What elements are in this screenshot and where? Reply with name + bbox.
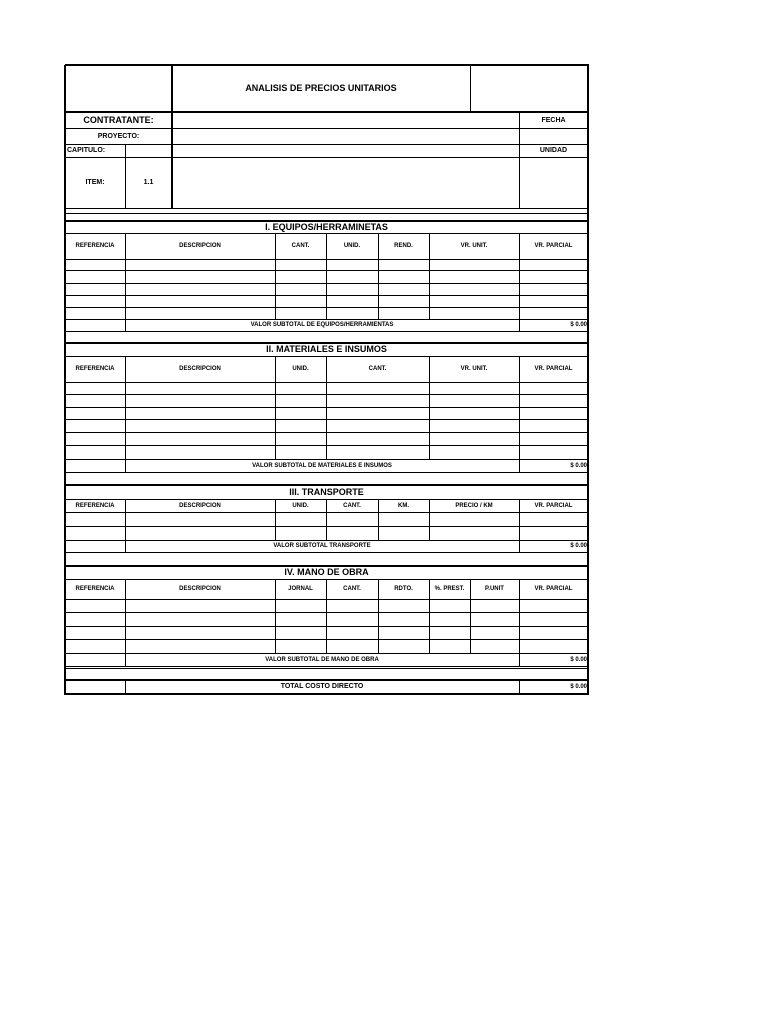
grid-line — [65, 331, 589, 332]
equipos-subtotal-label: VALOR SUBTOTAL DE EQUIPOS/HERRAMIENTAS — [250, 322, 394, 328]
materiales-cell-input[interactable] — [520, 446, 588, 459]
equipos-cell-input[interactable] — [327, 296, 378, 307]
equipos-cell-input[interactable] — [66, 308, 125, 319]
materiales-cell-input[interactable] — [276, 446, 326, 459]
mano_obra-cell-input[interactable] — [327, 600, 378, 612]
equipos-cell-input[interactable] — [276, 284, 326, 295]
transporte-cell-input[interactable] — [66, 513, 125, 526]
materiales-cell-input[interactable] — [276, 433, 326, 445]
materiales-col-header: CANT. — [368, 366, 387, 372]
equipos-cell-input[interactable] — [379, 284, 429, 295]
materiales-cell-input[interactable] — [430, 408, 519, 419]
materiales-cell-input[interactable] — [126, 420, 275, 432]
materiales-cell-input[interactable] — [430, 433, 519, 445]
materiales-cell-input[interactable] — [66, 395, 125, 407]
materiales-cell-input[interactable] — [327, 420, 429, 432]
mano_obra-cell-input[interactable] — [430, 600, 470, 612]
equipos-cell-input[interactable] — [379, 271, 429, 283]
equipos-cell-input[interactable] — [126, 271, 275, 283]
transporte-col-header: VR. PARCIAL — [534, 502, 573, 509]
mano_obra-cell-input[interactable] — [66, 627, 125, 639]
equipos-cell-input[interactable] — [520, 308, 588, 319]
transporte-cell-input[interactable] — [276, 513, 326, 526]
transporte-col-header: DESCRIPCION — [179, 502, 221, 509]
mano_obra-col-header: RDTO. — [394, 586, 413, 592]
item-value: 1.1 — [143, 179, 154, 186]
grid-line — [65, 693, 589, 695]
equipos-cell-input[interactable] — [327, 308, 378, 319]
mano_obra-cell-input[interactable] — [126, 627, 275, 639]
materiales-cell-input[interactable] — [276, 383, 326, 394]
materiales-col-header: REFERENCIA — [75, 366, 115, 372]
materiales-col-header: VR. PARCIAL — [534, 366, 573, 372]
capitulo-value-field[interactable] — [126, 145, 172, 157]
materiales-cell-input[interactable] — [520, 383, 588, 394]
equipos-cell-input[interactable] — [276, 308, 326, 319]
materiales-cell-input[interactable] — [276, 420, 326, 432]
proyecto-label: PROYECTO: — [97, 132, 140, 140]
fecha-label: FECHA — [541, 116, 566, 124]
mano_obra-cell-input[interactable] — [471, 627, 519, 639]
materiales-cell-input[interactable] — [327, 383, 429, 394]
materiales-cell-input[interactable] — [327, 433, 429, 445]
mano_obra-cell-input[interactable] — [430, 640, 470, 653]
mano_obra-col-header: P.UNIT — [485, 586, 504, 592]
mano_obra-cell-input[interactable] — [276, 600, 326, 612]
mano_obra-cell-input[interactable] — [379, 627, 429, 639]
equipos-col-header: REND. — [394, 243, 413, 249]
mano_obra-section-title: IV. MANO DE OBRA — [284, 567, 369, 577]
materiales-cell-input[interactable] — [126, 408, 275, 419]
transporte-cell-input[interactable] — [520, 513, 588, 526]
equipos-cell-input[interactable] — [276, 260, 326, 270]
fecha-field[interactable] — [520, 129, 588, 144]
materiales-cell-input[interactable] — [126, 446, 275, 459]
mano_obra-cell-input[interactable] — [379, 600, 429, 612]
equipos-col-header: CANT. — [291, 243, 310, 249]
transporte-col-header: PRECIO / KM — [455, 502, 493, 509]
mano_obra-subtotal-value: $ 0.00 — [570, 656, 587, 663]
price-analysis-sheet — [65, 65, 588, 694]
equipos-cell-input[interactable] — [379, 260, 429, 270]
mano_obra-cell-input[interactable] — [430, 613, 470, 626]
mano_obra-subtotal-label: VALOR SUBTOTAL DE MANO DE OBRA — [265, 656, 379, 663]
equipos-cell-input[interactable] — [126, 296, 275, 307]
materiales-cell-input[interactable] — [126, 433, 275, 445]
transporte-section-title: III. TRANSPORTE — [289, 486, 364, 497]
materiales-cell-input[interactable] — [430, 420, 519, 432]
equipos-cell-input[interactable] — [379, 308, 429, 319]
materiales-section-title: II. MATERIALES E INSUMOS — [266, 344, 387, 354]
total-value: $ 0.00 — [570, 683, 587, 690]
equipos-col-header: VR. UNIT. — [460, 243, 488, 249]
grid-line — [65, 213, 589, 214]
materiales-cell-input[interactable] — [520, 420, 588, 432]
equipos-cell-input[interactable] — [430, 284, 519, 295]
grid-line — [65, 668, 589, 669]
equipos-cell-input[interactable] — [430, 260, 519, 270]
grid-line — [65, 666, 589, 667]
materiales-cell-input[interactable] — [327, 408, 429, 419]
contratante-label: CONTRATANTE: — [83, 114, 154, 125]
materiales-cell-input[interactable] — [66, 383, 125, 394]
capitulo-field[interactable] — [173, 145, 519, 157]
materiales-cell-input[interactable] — [66, 420, 125, 432]
mano_obra-cell-input[interactable] — [520, 613, 588, 626]
materiales-cell-input[interactable] — [430, 446, 519, 459]
materiales-cell-input[interactable] — [66, 408, 125, 419]
equipos-cell-input[interactable] — [520, 284, 588, 295]
equipos-cell-input[interactable] — [126, 260, 275, 270]
unidad-label: UNIDAD — [539, 147, 568, 154]
mano_obra-cell-input[interactable] — [379, 613, 429, 626]
mano_obra-cell-input[interactable] — [276, 640, 326, 653]
materiales-col-header: DESCRIPCION — [179, 366, 221, 372]
equipos-cell-input[interactable] — [379, 296, 429, 307]
equipos-cell-input[interactable] — [327, 271, 378, 283]
mano_obra-cell-input[interactable] — [327, 627, 378, 639]
materiales-cell-input[interactable] — [327, 446, 429, 459]
transporte-cell-input[interactable] — [379, 513, 429, 526]
total-ref-cell[interactable] — [66, 681, 125, 694]
grid-line — [65, 208, 589, 209]
page-title: ANALISIS DE PRECIOS UNITARIOS — [245, 83, 397, 93]
mano_obra-cell-input[interactable] — [276, 627, 326, 639]
mano_obra-col-header: JORNAL — [288, 586, 313, 592]
equipos-cell-input[interactable] — [327, 260, 378, 270]
mano_obra-col-header: DESCRIPCION — [179, 586, 221, 592]
materiales-col-header: VR. UNIT. — [460, 366, 488, 372]
mano_obra-cell-input[interactable] — [66, 613, 125, 626]
materiales-cell-input[interactable] — [430, 383, 519, 394]
equipos-cell-input[interactable] — [276, 296, 326, 307]
transporte-cell-input[interactable] — [276, 527, 326, 540]
mano_obra-cell-input[interactable] — [520, 640, 588, 653]
transporte-cell-input[interactable] — [66, 527, 125, 540]
grid-line — [65, 472, 589, 473]
mano_obra-col-header: REFERENCIA — [75, 586, 115, 592]
item-label: ITEM: — [85, 179, 105, 186]
equipos-cell-input[interactable] — [126, 308, 275, 319]
capitulo-label: CAPITULO: — [67, 147, 106, 154]
materiales-cell-input[interactable] — [327, 395, 429, 407]
mano_obra-cell-input[interactable] — [471, 600, 519, 612]
equipos-col-header: REFERENCIA — [75, 243, 115, 249]
mano_obra-cell-input[interactable] — [327, 613, 378, 626]
transporte-col-header: KM. — [398, 502, 409, 509]
equipos-col-header: UNID. — [343, 243, 361, 249]
mano_obra-cell-input[interactable] — [126, 613, 275, 626]
equipos-col-header: VR. PARCIAL — [534, 243, 573, 249]
transporte-col-header: UNID. — [292, 502, 309, 509]
transporte-col-header: CANT. — [343, 502, 361, 509]
materiales-cell-input[interactable] — [66, 446, 125, 459]
mano_obra-cell-input[interactable] — [379, 640, 429, 653]
total-label: TOTAL COSTO DIRECTO — [280, 683, 364, 690]
equipos-cell-input[interactable] — [327, 284, 378, 295]
transporte-subtotal-value: $ 0.00 — [570, 543, 587, 549]
mano_obra-cell-input[interactable] — [126, 600, 275, 612]
transporte-cell-input[interactable] — [327, 527, 378, 540]
mano_obra-col-header: CANT. — [343, 586, 361, 592]
materiales-cell-input[interactable] — [520, 433, 588, 445]
transporte-subtotal-label: VALOR SUBTOTAL TRANSPORTE — [273, 543, 371, 549]
mano_obra-cell-input[interactable] — [327, 640, 378, 653]
contratante-field[interactable] — [173, 113, 519, 128]
header-right-cell[interactable] — [471, 66, 588, 112]
mano_obra-cell-input[interactable] — [66, 600, 125, 612]
equipos-cell-input[interactable] — [520, 296, 588, 307]
materiales-cell-input[interactable] — [520, 408, 588, 419]
transporte-col-header: REFERENCIA — [75, 502, 115, 509]
header-logo-cell[interactable] — [66, 66, 172, 112]
mano_obra-cell-input[interactable] — [520, 600, 588, 612]
mano_obra-cell-input[interactable] — [276, 613, 326, 626]
materiales-cell-input[interactable] — [66, 433, 125, 445]
mano_obra-col-header: VR. PARCIAL — [534, 586, 573, 592]
mano_obra-cell-input[interactable] — [471, 640, 519, 653]
equipos-cell-input[interactable] — [66, 284, 125, 295]
equipos-cell-input[interactable] — [66, 260, 125, 270]
materiales-subtotal-value: $ 0.00 — [570, 462, 587, 469]
mano_obra-col-header: %. PREST. — [434, 586, 465, 592]
equipos-cell-input[interactable] — [520, 260, 588, 270]
transporte-cell-input[interactable] — [430, 513, 519, 526]
item-description-field[interactable] — [173, 158, 519, 208]
transporte-cell-input[interactable] — [379, 527, 429, 540]
unidad-field[interactable] — [520, 158, 588, 208]
equipos-cell-input[interactable] — [520, 271, 588, 283]
equipos-cell-input[interactable] — [66, 296, 125, 307]
mano_obra-cell-input[interactable] — [471, 613, 519, 626]
materiales-cell-input[interactable] — [520, 395, 588, 407]
transporte-cell-input[interactable] — [327, 513, 378, 526]
mano_obra-cell-input[interactable] — [66, 640, 125, 653]
materiales-subtotal-label: VALOR SUBTOTAL DE MATERIALES E INSUMOS — [252, 462, 392, 469]
transporte-cell-input[interactable] — [126, 527, 275, 540]
equipos-cell-input[interactable] — [276, 271, 326, 283]
equipos-cell-input[interactable] — [430, 296, 519, 307]
grid-line — [65, 552, 589, 553]
materiales-cell-input[interactable] — [276, 408, 326, 419]
equipos-cell-input[interactable] — [66, 271, 125, 283]
equipos-subtotal-value: $ 0.00 — [570, 322, 587, 328]
transporte-cell-input[interactable] — [430, 527, 519, 540]
materiales-col-header: UNID. — [292, 366, 309, 372]
mano_obra-cell-input[interactable] — [520, 627, 588, 639]
materiales-cell-input[interactable] — [126, 395, 275, 407]
equipos-cell-input[interactable] — [430, 271, 519, 283]
materiales-cell-input[interactable] — [430, 395, 519, 407]
materiales-cell-input[interactable] — [276, 395, 326, 407]
equipos-cell-input[interactable] — [126, 284, 275, 295]
equipos-cell-input[interactable] — [430, 308, 519, 319]
equipos-section-title: I. EQUIPOS/HERRAMINETAS — [265, 221, 388, 232]
proyecto-field[interactable] — [173, 129, 519, 144]
mano_obra-cell-input[interactable] — [430, 627, 470, 639]
transporte-cell-input[interactable] — [126, 513, 275, 526]
equipos-col-header: DESCRIPCION — [179, 243, 221, 249]
materiales-cell-input[interactable] — [126, 383, 275, 394]
mano_obra-cell-input[interactable] — [126, 640, 275, 653]
transporte-cell-input[interactable] — [520, 527, 588, 540]
